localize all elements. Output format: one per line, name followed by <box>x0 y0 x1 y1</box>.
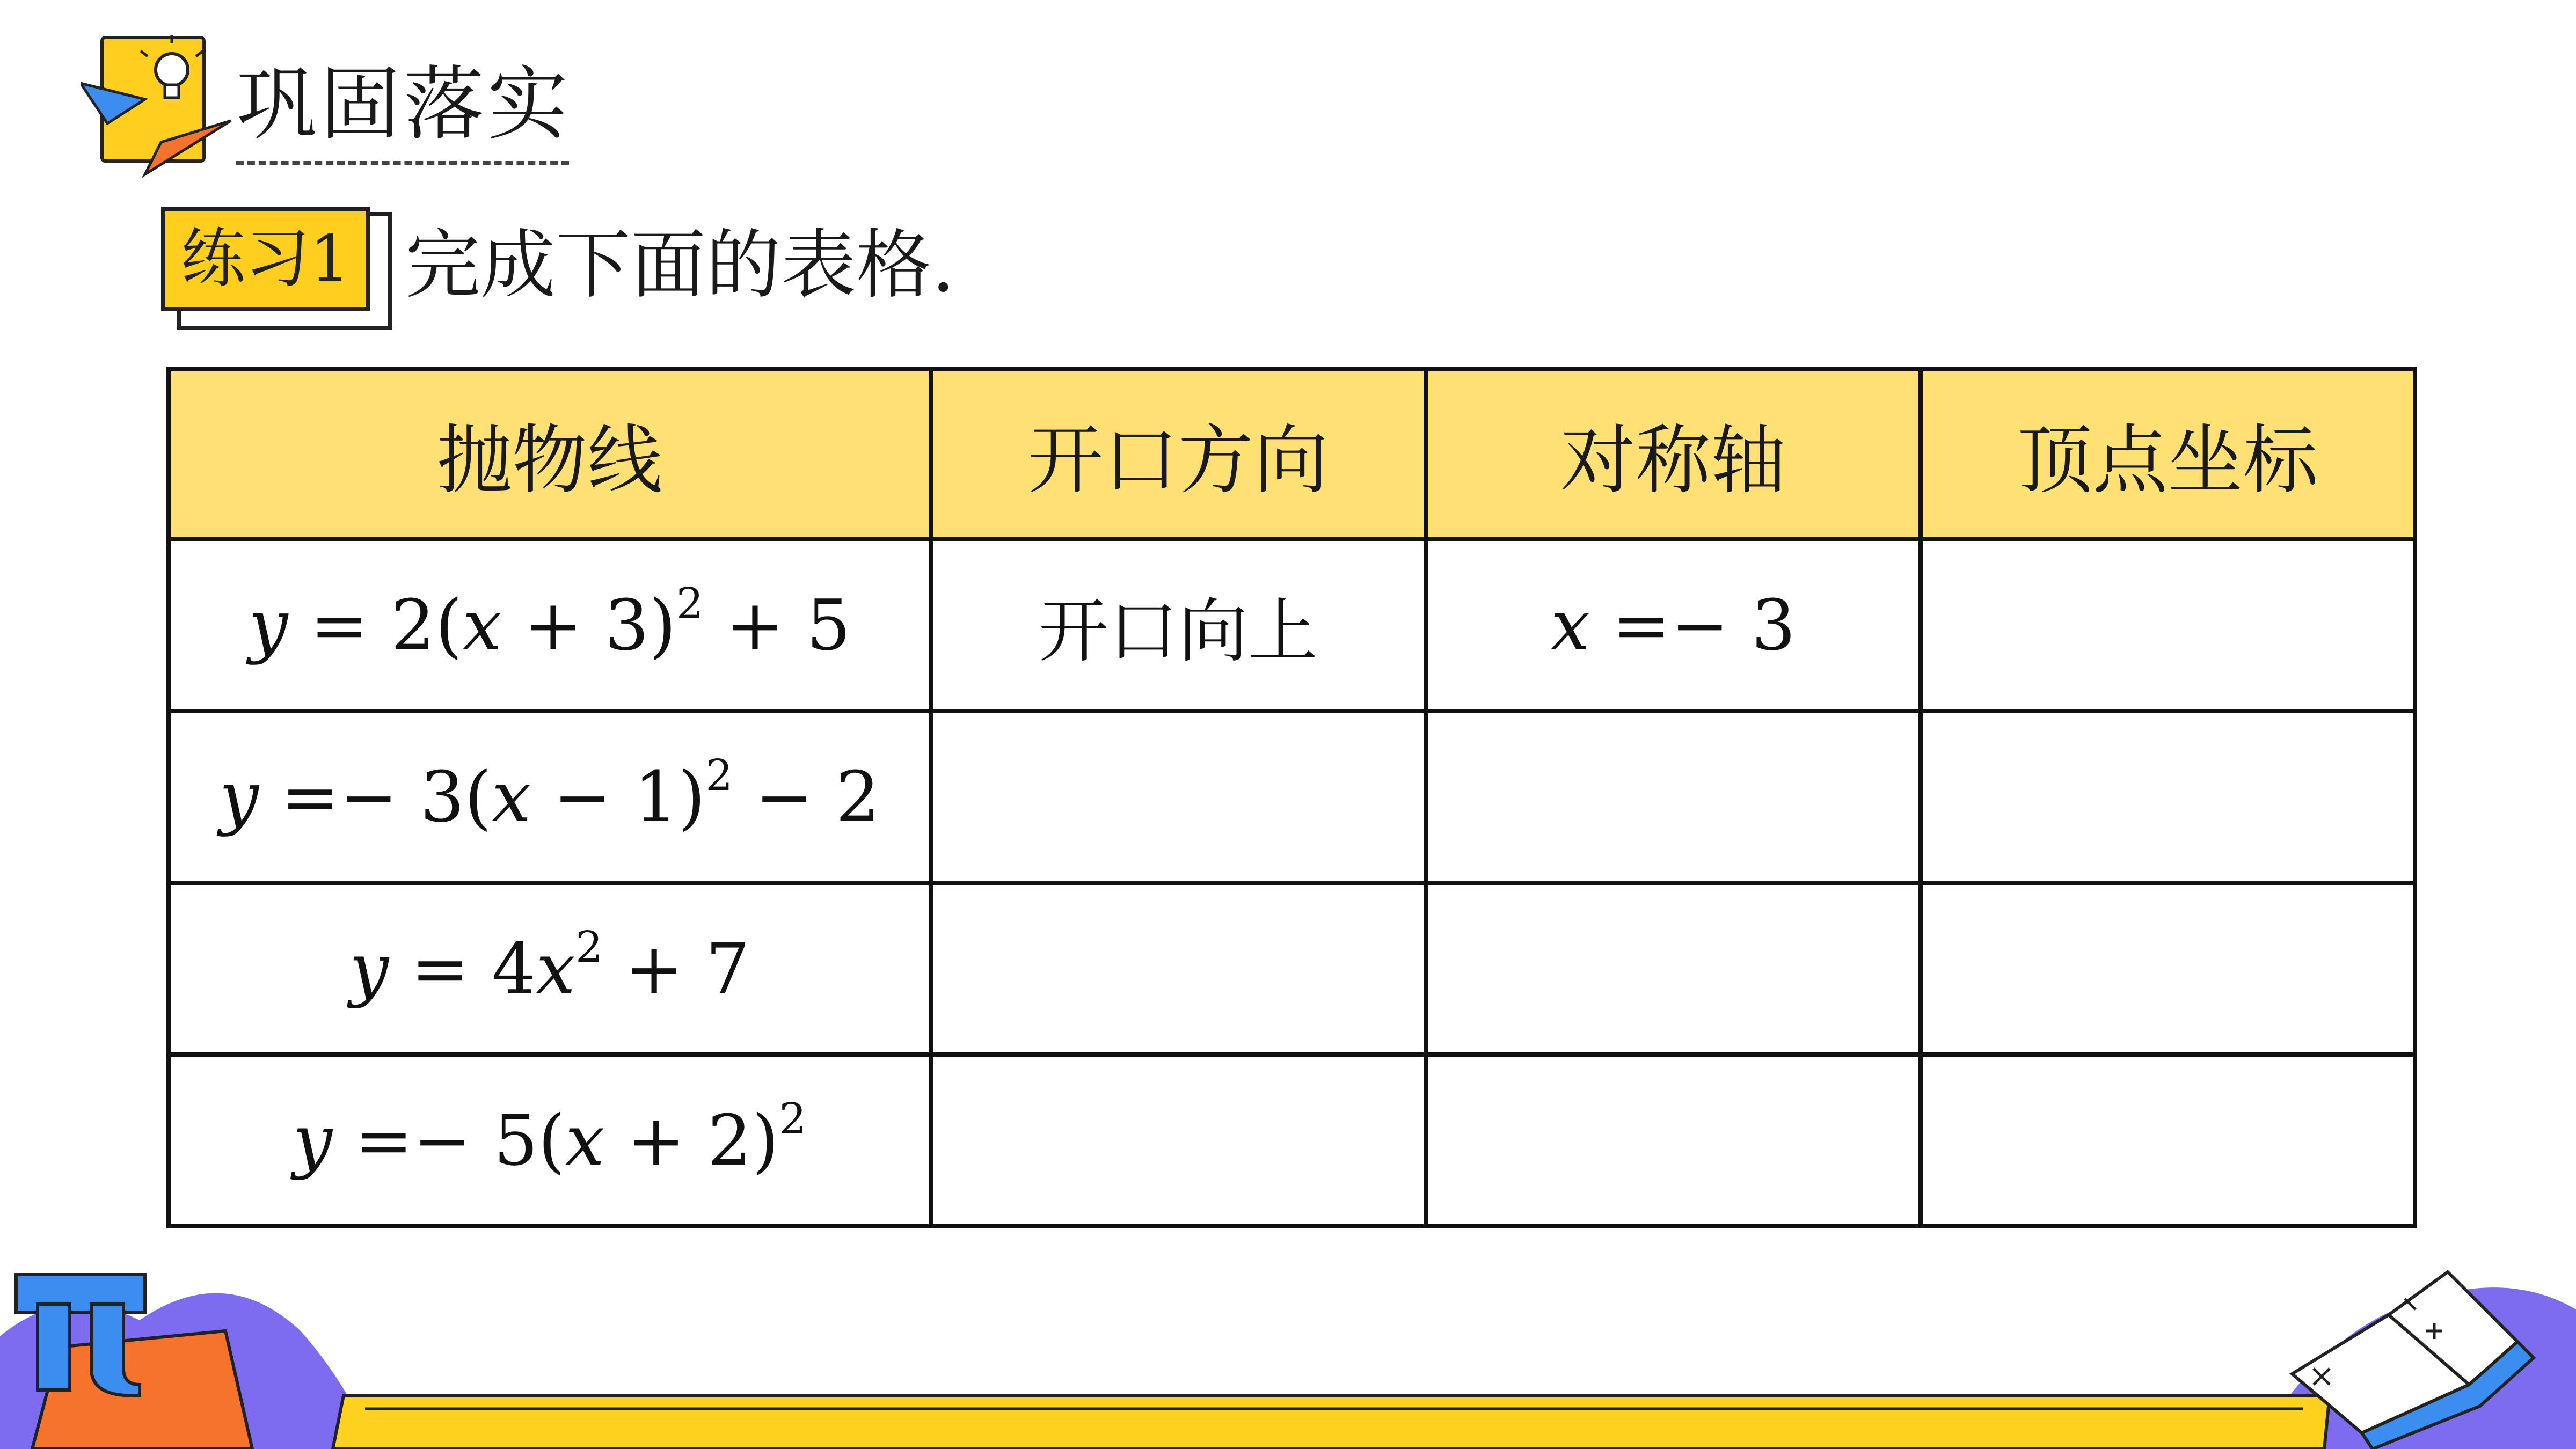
parabola-formula: $y = 4x^2 + 7$ <box>169 883 931 1055</box>
vertex-cell <box>1921 1055 2415 1226</box>
title-underline <box>236 161 569 165</box>
parabola-formula: $y =- 5(x + 2)^2$ <box>169 1055 931 1226</box>
parabola-formula: $y =- 3(x - 1)^2 - 2$ <box>169 711 931 883</box>
header-axis-of-symmetry: 对称轴 <box>1426 369 1921 539</box>
exercise-prompt: 完成下面的表格. <box>405 222 955 309</box>
footer-band <box>333 1395 2330 1449</box>
opening-direction-cell <box>931 711 1426 883</box>
parabola-table <box>166 367 2417 1228</box>
opening-direction-cell <box>931 1055 1426 1226</box>
table-row <box>169 883 2415 1055</box>
section-title: 巩固落实 <box>236 58 572 151</box>
parabola-formula: $y = 2(x + 3)^2 + 5$ <box>169 539 931 711</box>
opening-direction-cell <box>931 883 1426 1055</box>
note-icon <box>81 32 236 182</box>
footer-decor <box>0 1250 2576 1449</box>
table-row <box>169 1055 2415 1226</box>
table-row <box>169 539 2415 711</box>
header-opening-direction: 开口方向 <box>931 369 1426 539</box>
opening-direction-cell: 开口向上 <box>931 539 1426 711</box>
table-header-row <box>169 369 2415 539</box>
table-row <box>169 711 2415 883</box>
vertex-cell <box>1921 883 2415 1055</box>
axis-of-symmetry-cell: x =− 3 <box>1426 539 1921 711</box>
vertex-cell <box>1921 711 2415 883</box>
vertex-cell <box>1921 539 2415 711</box>
exercise-badge: 练习1 <box>161 207 370 311</box>
axis-of-symmetry-cell <box>1426 711 1921 883</box>
axis-of-symmetry-cell <box>1426 883 1921 1055</box>
header-parabola: 抛物线 <box>169 369 931 539</box>
header-vertex-coordinates: 顶点坐标 <box>1921 369 2415 539</box>
axis-of-symmetry-cell <box>1426 1055 1921 1226</box>
